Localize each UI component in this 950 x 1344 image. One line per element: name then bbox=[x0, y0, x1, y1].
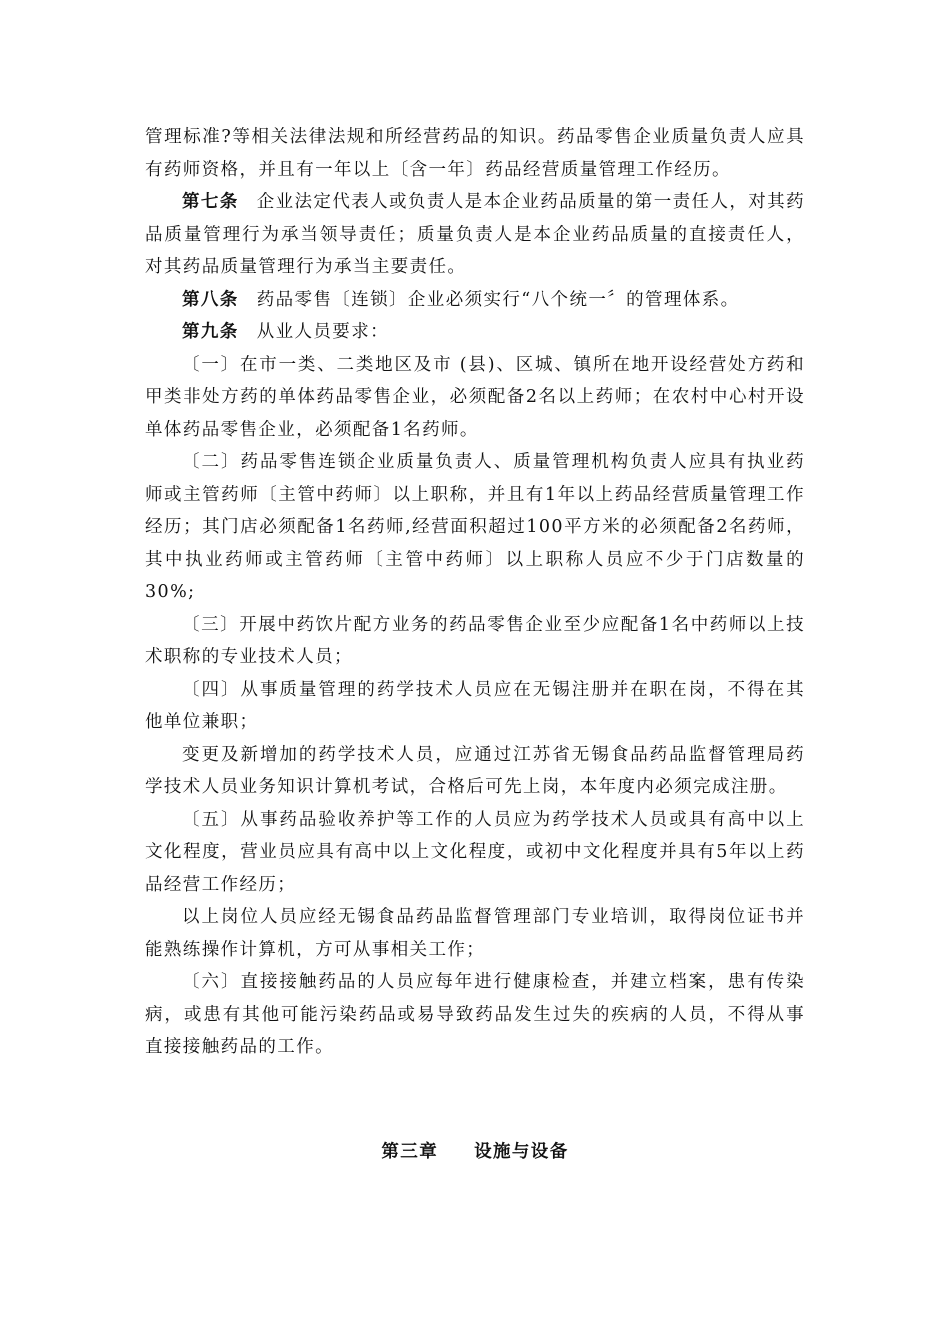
article-label: 第九条 bbox=[182, 322, 239, 342]
item-text: 〔四〕从事质量管理的药学技术人员应在无锡注册并在职在岗，不得在其他单位兼职； bbox=[145, 679, 805, 732]
chapter-number: 第三章 bbox=[381, 1142, 439, 1162]
article-text: 企业法定代表人或负责人是本企业药品质量的第一责任人，对其药品质量管理行为承当领导责任；质量负责人是本企业药品质量的直接责任人，对其药品质量管理行为承当主要责任。 bbox=[145, 192, 805, 277]
chapter-heading bbox=[0, 1138, 950, 1163]
item-3 bbox=[145, 609, 805, 674]
item-text: 以上岗位人员应经无锡食品药品监督管理部门专业培训，取得岗位证书并能熟练操作计算机，方可从事相关工作； bbox=[145, 907, 805, 960]
chapter-title: 设施与设备 bbox=[474, 1142, 569, 1162]
item-text: 〔五〕从事药品验收养护等工作的人员应为药学技术人员或具有高中以上文化程度，营业员应具有高中以上文化程度，或初中文化程度并具有5年以上药品经营工作经历； bbox=[145, 809, 805, 895]
article-text: 药品零售〔连锁〕企业必须实行“八个统一〞的管理体系。 bbox=[256, 289, 740, 310]
item-text: 〔二〕药品零售连锁企业质量负责人、质量管理机构负责人应具有执业药师或主管药师〔主管中药师〕以上职称，并且有1年以上药品经营质量管理工作经历；其门店必须配备1名药师,经营面积超过100平方米的必须配备2名药师，其中执业药师或主管药师〔主管中药师〕以上职称人员应不少于门店数量的 30%; bbox=[145, 452, 805, 602]
item-5-note bbox=[145, 901, 805, 966]
paragraph-text: 管理标准?等相关法律法规和所经营药品的知识。药品零售企业质量负责人应具有药师资格，并且有一年以上〔含一年〕药品经营质量管理工作经历。 bbox=[145, 127, 805, 180]
item-6 bbox=[145, 966, 805, 1064]
document-body bbox=[145, 121, 805, 1064]
item-text: 〔一〕在市一类、二类地区及市 (县)、区城、镇所在地开设经营处方药和甲类非处方药的单体药品零售企业，必须配备2名以上药师；在农村中心村开设单体药品零售企业，必须配备1名药师。 bbox=[145, 354, 805, 440]
item-2 bbox=[145, 446, 805, 609]
article-7 bbox=[145, 186, 805, 284]
paragraph-continuation bbox=[145, 121, 805, 186]
item-4-note bbox=[145, 739, 805, 804]
article-8 bbox=[145, 284, 805, 317]
item-text: 〔六〕直接接触药品的人员应每年进行健康检查，并建立档案，患有传染病，或患有其他可能污染药品或易导致药品发生过失的疾病的人员，不得从事直接接触药品的工作。 bbox=[145, 972, 805, 1057]
item-text: 变更及新增加的药学技术人员，应通过江苏省无锡食品药品监督管理局药学技术人员业务知识计算机考试，合格后可先上岗，本年度内必须完成注册。 bbox=[145, 744, 805, 797]
article-text: 从业人员要求： bbox=[256, 322, 390, 342]
item-text: 〔三〕开展中药饮片配方业务的药品零售企业至少应配备1名中药师以上技术职称的专业技术人员； bbox=[145, 614, 805, 667]
article-label: 第七条 bbox=[182, 192, 239, 212]
article-label: 第八条 bbox=[182, 289, 239, 310]
article-9 bbox=[145, 316, 805, 349]
item-1 bbox=[145, 349, 805, 447]
item-5 bbox=[145, 804, 805, 902]
item-4 bbox=[145, 674, 805, 739]
